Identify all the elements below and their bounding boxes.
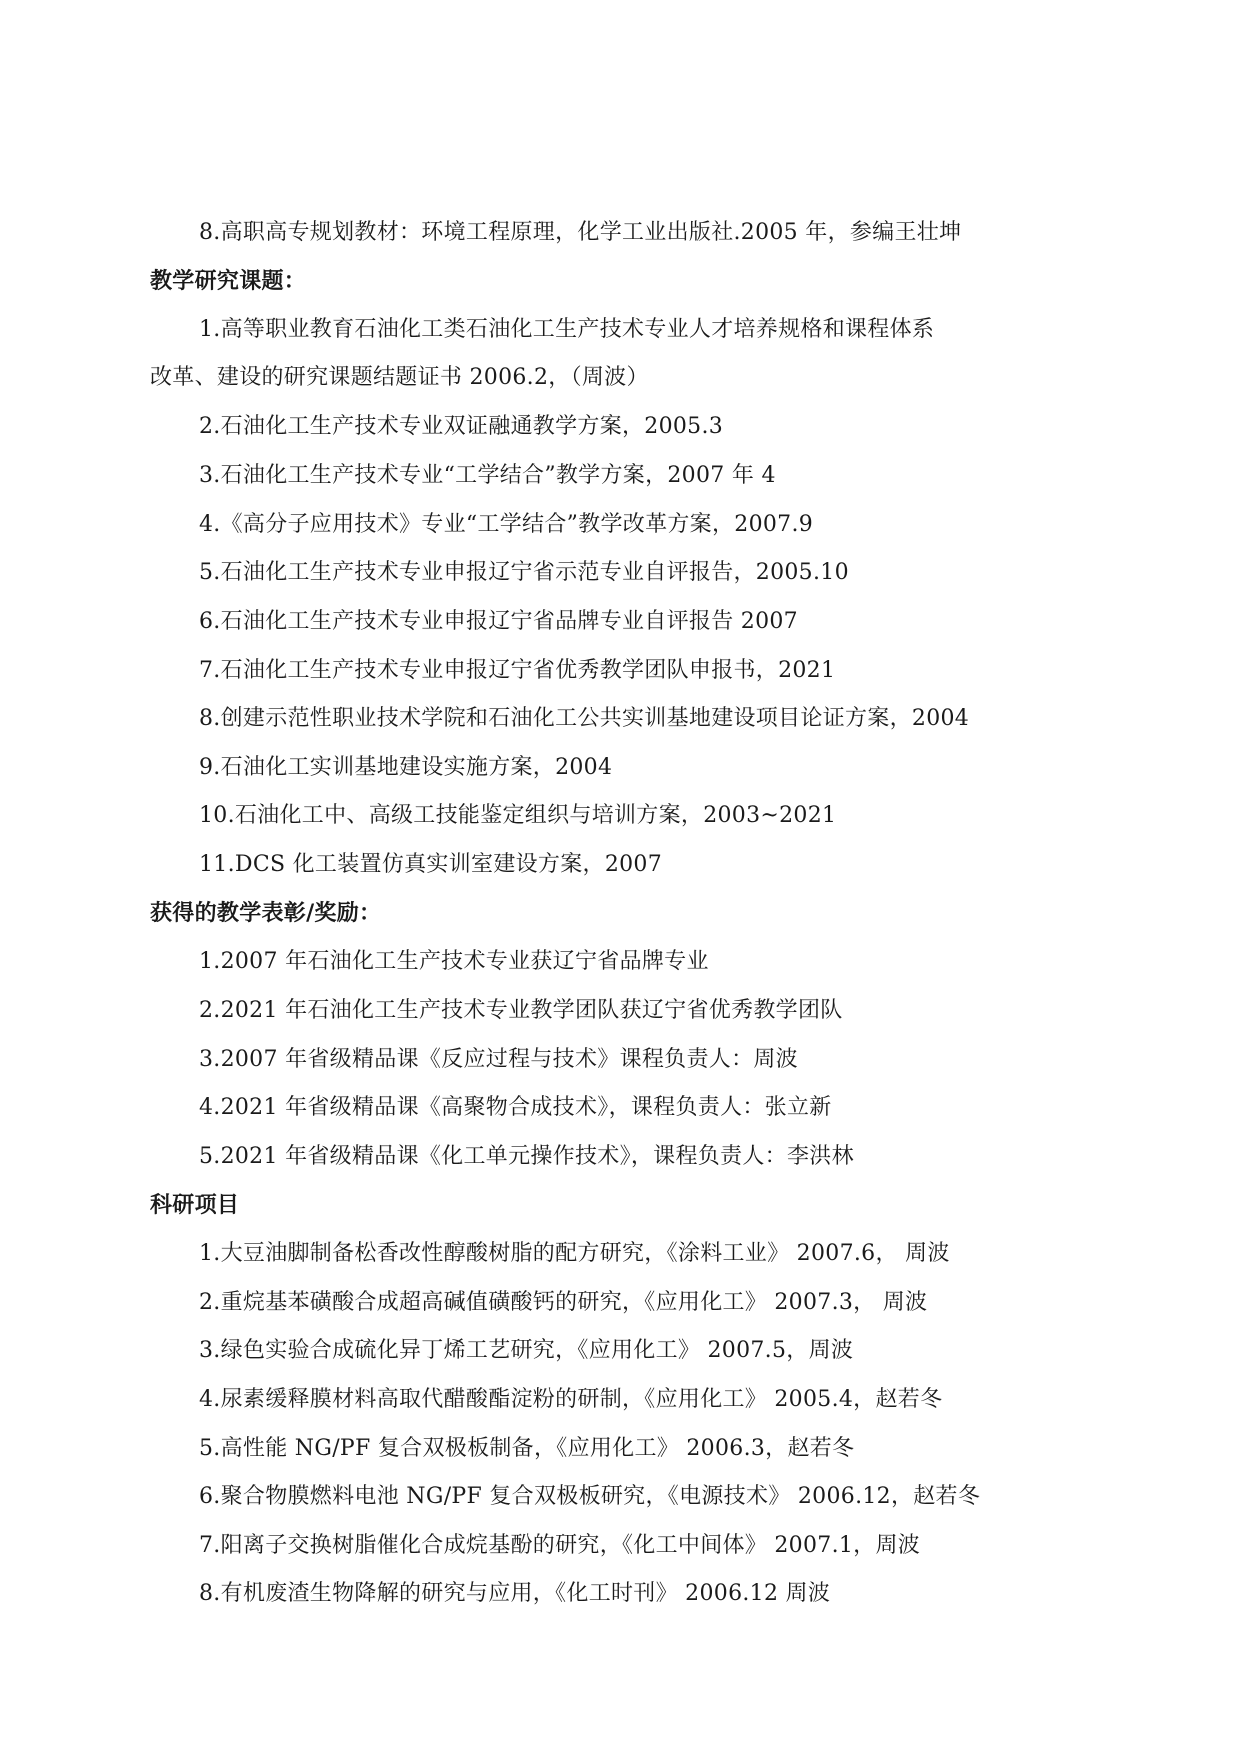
section-heading-awards: 获得的教学表彰/奖励： xyxy=(150,901,382,926)
list-item: 7.石油化工生产技术专业申报辽宁省优秀教学团队申报书，2021 xyxy=(199,658,836,683)
list-item: 4.《高分子应用技术》专业“工学结合”教学改革方案，2007.9 xyxy=(199,512,814,537)
list-item: 2.重烷基苯磺酸合成超高碱值磺酸钙的研究，《应用化工》 2007.3， 周波 xyxy=(199,1290,928,1315)
list-item-continuation: 改革、建设的研究课题结题证书 2006.2，（周波） xyxy=(150,365,649,390)
list-item: 11.DCS 化工装置仿真实训室建设方案，2007 xyxy=(199,852,663,877)
list-item: 5.高性能 NG/PF 复合双极板制备，《应用化工》 2006.3，赵若冬 xyxy=(199,1436,855,1461)
list-item: 9.石油化工实训基地建设实施方案，2004 xyxy=(199,755,613,780)
section-heading-research-projects: 科研项目 xyxy=(150,1193,240,1218)
textbook-entry: 8.高职高专规划教材：环境工程原理，化学工业出版社.2005 年，参编王壮坤 xyxy=(199,220,962,245)
list-item: 3.绿色实验合成硫化异丁烯工艺研究，《应用化工》 2007.5，周波 xyxy=(199,1338,854,1363)
list-item: 3.2007 年省级精品课《反应过程与技术》课程负责人：周波 xyxy=(199,1047,798,1072)
list-item: 2.2021 年石油化工生产技术专业教学团队获辽宁省优秀教学团队 xyxy=(199,998,843,1023)
list-item: 8.有机废渣生物降解的研究与应用，《化工时刊》 2006.12 周波 xyxy=(199,1581,831,1606)
list-item: 10.石油化工中、高级工技能鉴定组织与培训方案，2003~2021 xyxy=(199,803,837,828)
list-item: 1.高等职业教育石油化工类石油化工生产技术专业人才培养规格和课程体系 xyxy=(199,317,935,342)
section-heading-teaching-research: 教学研究课题： xyxy=(150,269,307,294)
list-item: 7.阳离子交换树脂催化合成烷基酚的研究，《化工中间体》 2007.1，周波 xyxy=(199,1533,921,1558)
list-item: 1.大豆油脚制备松香改性醇酸树脂的配方研究，《涂料工业》 2007.6， 周波 xyxy=(199,1241,950,1266)
list-item: 8.创建示范性职业技术学院和石油化工公共实训基地建设项目论证方案，2004 xyxy=(199,706,970,731)
list-item: 5.石油化工生产技术专业申报辽宁省示范专业自评报告，2005.10 xyxy=(199,560,849,585)
list-item: 3.石油化工生产技术专业“工学结合”教学方案，2007 年 4 xyxy=(199,463,776,488)
list-item: 5.2021 年省级精品课《化工单元操作技术》，课程负责人：李洪林 xyxy=(199,1144,854,1169)
list-item: 6.聚合物膜燃料电池 NG/PF 复合双极板研究，《电源技术》 2006.12，赵若冬 xyxy=(199,1484,981,1509)
list-item: 4.2021 年省级精品课《高聚物合成技术》，课程负责人：张立新 xyxy=(199,1095,832,1120)
list-item: 1.2007 年石油化工生产技术专业获辽宁省品牌专业 xyxy=(199,949,709,974)
list-item: 6.石油化工生产技术专业申报辽宁省品牌专业自评报告 2007 xyxy=(199,609,798,634)
list-item: 2.石油化工生产技术专业双证融通教学方案，2005.3 xyxy=(199,414,724,439)
list-item: 4.尿素缓释膜材料高取代醋酸酯淀粉的研制，《应用化工》 2005.4，赵若冬 xyxy=(199,1387,943,1412)
